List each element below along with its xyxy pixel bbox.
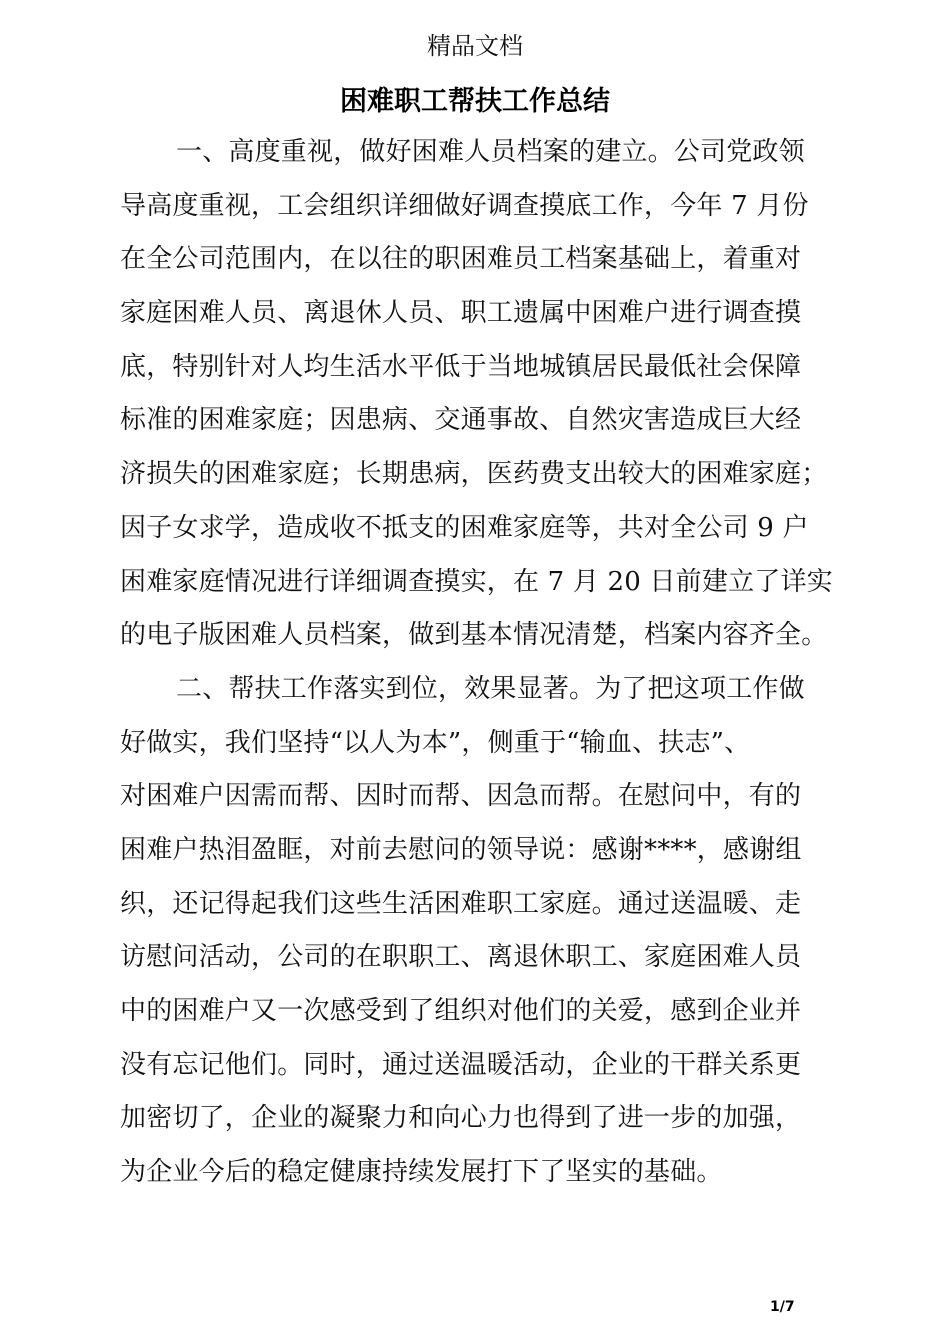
- text-line: 在全公司范围内，在以往的职困难员工档案基础上，着重对: [120, 244, 802, 275]
- page-number: 1/7: [770, 1299, 795, 1315]
- text-line: 标准的困难家庭；因患病、交通事故、自然灾害造成巨大经: [120, 405, 802, 436]
- document-title: 困难职工帮扶工作总结: [340, 86, 610, 117]
- text-line: 一、高度重视，做好困难人员档案的建立。公司党政领: [176, 137, 805, 167]
- text-line: 困难家庭情况进行详细调查摸实，在 7 月 20 日前建立了详实: [120, 566, 833, 597]
- text-line: 对困难户因需而帮、因时而帮、因急而帮。在慰问中，有的: [120, 781, 802, 812]
- paragraph-2: [120, 663, 840, 1200]
- text-line: 家庭困难人员、离退休人员、职工遗属中困难户进行调查摸: [120, 298, 802, 329]
- text-line: 中的困难户又一次感受到了组织对他们的关爱，感到企业并: [120, 996, 802, 1026]
- text-line: 济损失的困难家庭；长期患病，医药费支出较大的困难家庭；: [120, 459, 828, 490]
- page-header: 精品文档: [427, 32, 523, 60]
- text-line: 织，还记得起我们这些生活困难职工家庭。通过送温暖、走: [120, 888, 802, 919]
- text-line: 为企业今后的稳定健康持续发展打下了坚实的基础。: [120, 1157, 723, 1188]
- text-line: 二、帮扶工作落实到位，效果显著。为了把这项工作做: [176, 673, 805, 704]
- text-line: 底，特别针对人均生活水平低于当地城镇居民最低社会保障: [120, 351, 802, 382]
- text-line: 导高度重视，工会组织详细做好调查摸底工作，今年 7 月份: [120, 190, 809, 221]
- text-line: 因子女求学，造成收不抵支的困难家庭等，共对全公司 9 户: [120, 512, 809, 543]
- text-line: 没有忘记他们。同时，通过送温暖活动，企业的干群关系更: [120, 1049, 802, 1080]
- text-line: 好做实，我们坚持“以人为本”，侧重于“输血、扶志”、: [120, 727, 751, 758]
- text-line: 访慰问活动，公司的在职职工、离退休职工、家庭困难人员: [120, 942, 802, 973]
- text-line: 的电子版困难人员档案，做到基本情况清楚，档案内容齐全。: [120, 620, 828, 651]
- text-line: 困难户热泪盈眶，对前去慰问的领导说：感谢****，感谢组: [120, 834, 802, 865]
- paragraph-1: [120, 126, 840, 663]
- text-line: 加密切了，企业的凝聚力和向心力也得到了进一步的加强，: [120, 1103, 802, 1134]
- document-body: [120, 126, 840, 1200]
